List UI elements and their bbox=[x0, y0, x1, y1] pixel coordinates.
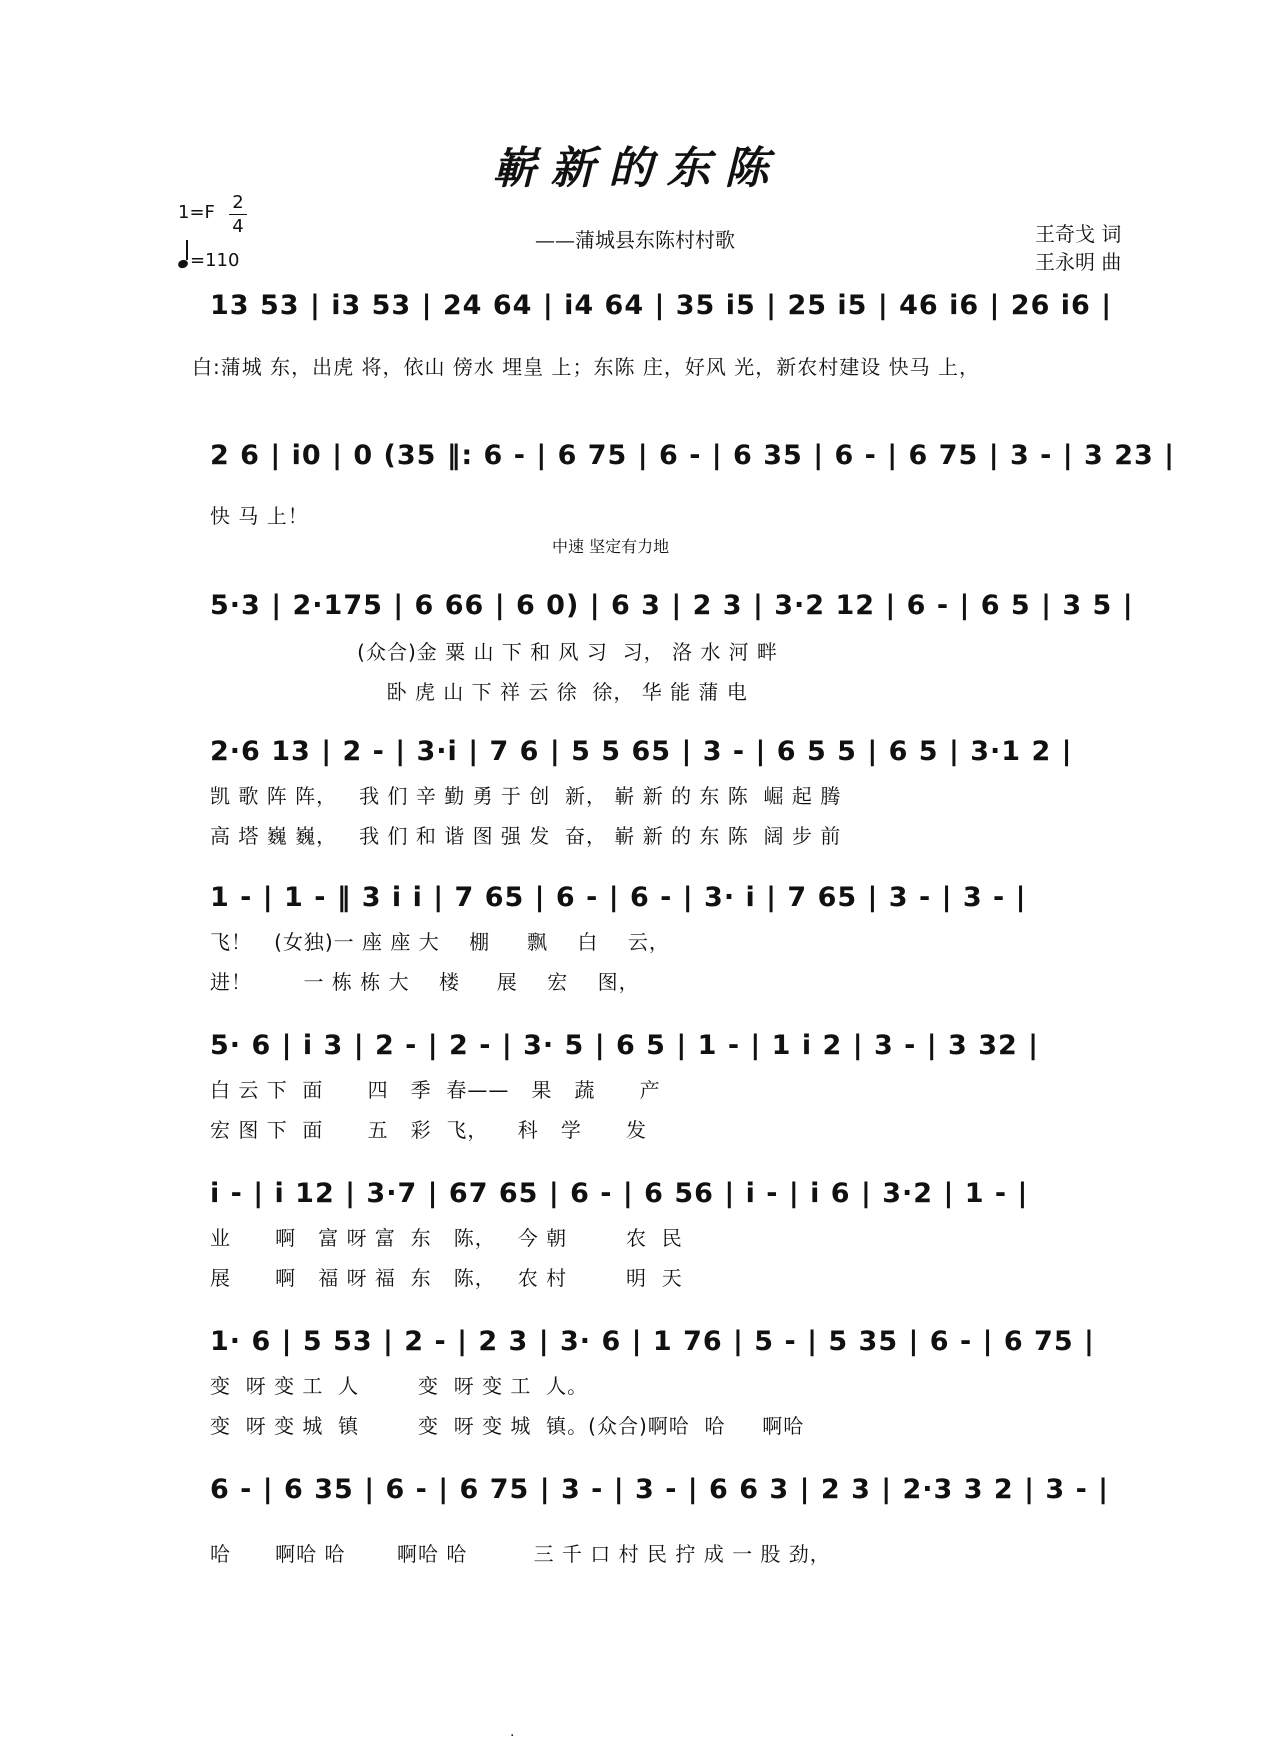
song-title: 嶄新的东陈 bbox=[492, 143, 783, 194]
lyrics-system-5-verse-2: 进！ 一 栋 栋 大 楼 展 宏 图， bbox=[210, 970, 640, 994]
time-signature-divider bbox=[229, 214, 247, 215]
time-signature-bottom: 4 bbox=[232, 216, 244, 237]
notation-system-3: 5·3 | 2·175 | 6 66 | 6 0) | 6 3 | 2 3 | 3·2 12 | 6 - | 6 5 | 3 5 | bbox=[210, 590, 1134, 621]
notation-system-6: 5· 6 | i 3 | 2 - | 2 - | 3· 5 | 6 5 | 1 - | 1 i 2 | 3 - | 3 32 | bbox=[210, 1030, 1040, 1061]
notation-system-7: i - | i 12 | 3·7 | 67 65 | 6 - | 6 56 | i - | i 6 | 3·2 | 1 - | bbox=[210, 1178, 1029, 1209]
lyrics-system-6-verse-1: 白 云 下 面 四 季 春—— 果 蔬 产 bbox=[210, 1078, 661, 1102]
lyricist-credit: 王奇戈 词 bbox=[1035, 222, 1122, 246]
lyrics-system-5-verse-1: 飞！ (女独)一 座 座 大 棚 飘 白 云， bbox=[210, 930, 670, 954]
quarter-note-icon bbox=[177, 259, 189, 270]
lyrics-system-9-verse-1: 哈 啊哈 哈 啊哈 哈 三 千 口 村 民 拧 成 一 股 劲， bbox=[210, 1542, 831, 1566]
tempo-value: =110 bbox=[190, 250, 240, 271]
lyrics-system-8-verse-1: 变 呀 变 工 人 变 呀 变 工 人。 bbox=[210, 1374, 589, 1398]
lyrics-system-2-verse-1: 快 马 上！ bbox=[210, 504, 309, 528]
notation-system-4: 2·6 13 | 2 - | 3·i | 7 6 | 5 5 65 | 3 - | 6 5 5 | 6 5 | 3·1 2 | bbox=[210, 736, 1073, 767]
song-subtitle: ——蒲城县东陈村村歌 bbox=[535, 228, 735, 252]
lyrics-system-8-verse-2: 变 呀 变 城 镇 变 呀 变 城 镇。(众合)啊哈 哈 啊哈 bbox=[210, 1414, 805, 1438]
lyrics-system-4-verse-1: 凯 歌 阵 阵， 我 们 辛 勤 勇 于 创 新， 嶄 新 的 东 陈 崛 起 腾 bbox=[210, 784, 842, 808]
lyrics-system-7-verse-2: 展 啊 福 呀 福 东 陈， 农 村 明 天 bbox=[210, 1266, 683, 1290]
lyrics-system-1-verse-1: 白:蒲城 东，出虎 将，依山 傍水 埋皇 上；东陈 庄，好风 光，新农村建设 快马 上， bbox=[192, 355, 980, 379]
time-signature-top: 2 bbox=[232, 192, 244, 213]
lyrics-system-6-verse-2: 宏 图 下 面 五 彩 飞， 科 学 发 bbox=[210, 1118, 648, 1142]
lyrics-system-4-verse-2: 高 塔 巍 巍， 我 们 和 谐 图 强 发 奋， 嶄 新 的 东 陈 阔 步 前 bbox=[210, 824, 842, 848]
note-stem-icon bbox=[186, 240, 188, 260]
key-signature: 1=F bbox=[178, 202, 215, 223]
notation-system-1: 13 53 | i3 53 | 24 64 | i4 64 | 35 i5 | 25 i5 | 46 i6 | 26 i6 | bbox=[210, 290, 1113, 321]
notation-system-2: 2 6 | i0 | 0 (35 ‖: 6 - | 6 75 | 6 - | 6 35 | 6 - | 6 75 | 3 - | 3 23 | bbox=[210, 440, 1176, 471]
lyrics-system-3-verse-2: 卧 虎 山 下 祥 云 徐 徐， 华 能 蒲 电 bbox=[210, 680, 748, 704]
lyrics-system-3-verse-1: (众合)金 粟 山 下 和 风 习 习， 洛 水 河 畔 bbox=[210, 640, 779, 664]
notation-system-8: 1· 6 | 5 53 | 2 - | 2 3 | 3· 6 | 1 76 | 5 - | 5 35 | 6 - | 6 75 | bbox=[210, 1326, 1095, 1357]
composer-credit: 王永明 曲 bbox=[1035, 250, 1122, 274]
notation-system-5: 1 - | 1 - ‖ 3 i i | 7 65 | 6 - | 6 - | 3· i | 7 65 | 3 - | 3 - | bbox=[210, 882, 1027, 913]
page-footer-dot: · bbox=[510, 1728, 515, 1744]
notation-system-9: 6 - | 6 35 | 6 - | 6 75 | 3 - | 3 - | 6 6 3 | 2 3 | 2·3 3 2 | 3 - | bbox=[210, 1474, 1110, 1505]
tempo-mark bbox=[178, 246, 239, 271]
lyrics-system-7-verse-1: 业 啊 富 呀 富 东 陈， 今 朝 农 民 bbox=[210, 1226, 683, 1250]
tempo-expression-marking: 中速 坚定有力地 bbox=[552, 537, 670, 556]
